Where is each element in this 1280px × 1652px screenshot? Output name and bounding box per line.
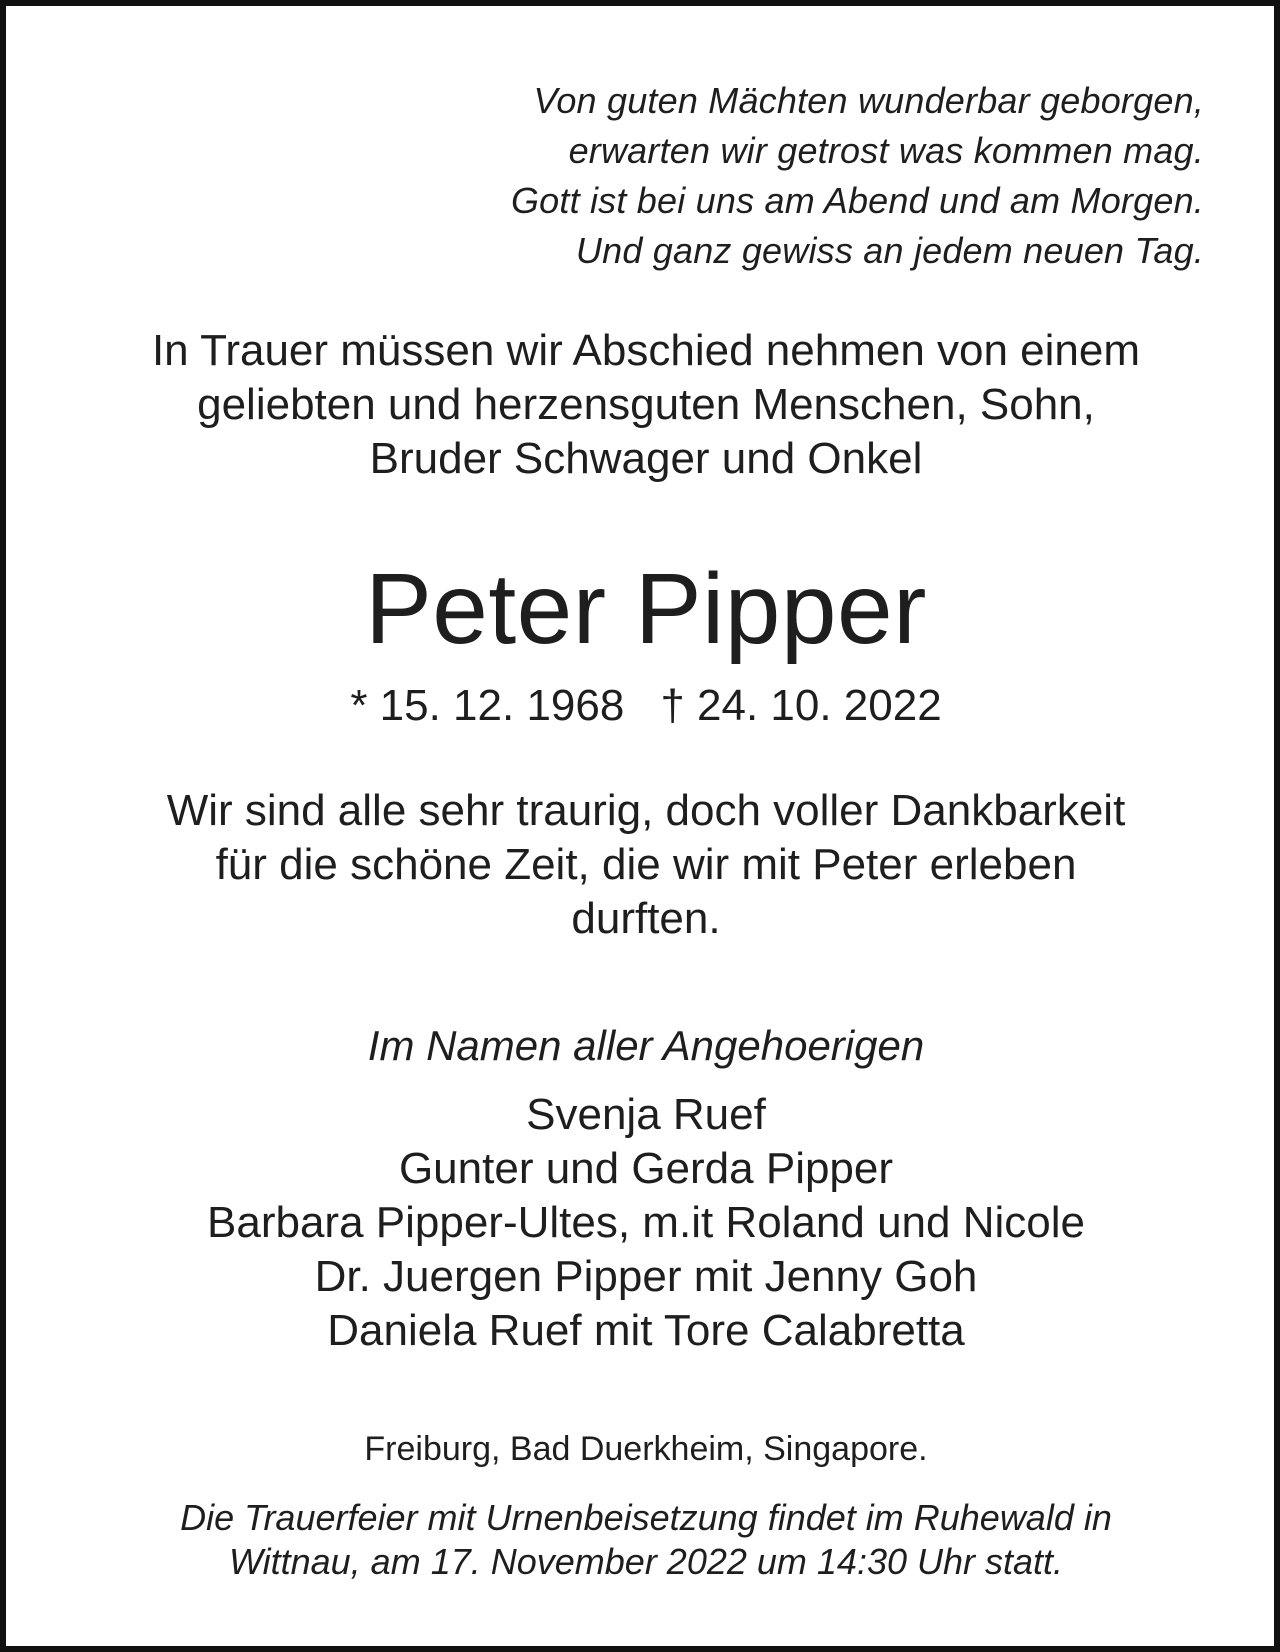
ceremony-line: Wittnau, am 17. November 2022 um 14:30 Uhr statt. (228, 1541, 1064, 1582)
gratitude-line: für die schöne Zeit, die wir mit Peter erleben (215, 840, 1077, 889)
life-dates (6, 678, 1280, 734)
family-member: Daniela Ruef mit Tore Calabretta (327, 1306, 965, 1355)
intro-line: In Trauer müssen wir Abschied nehmen von einem (151, 326, 1141, 375)
poem-line: Und ganz gewiss an jedem neuen Tag. (575, 230, 1204, 271)
intro-line: Bruder Schwager und Onkel (369, 434, 923, 483)
gratitude-line: durften. (571, 894, 721, 943)
gratitude-text (6, 784, 1280, 946)
family-member: Svenja Ruef (526, 1090, 766, 1139)
family-member: Dr. Juergen Pipper mit Jenny Goh (314, 1252, 978, 1301)
intro-line: geliebten und herzensguten Menschen, Sohn, (197, 380, 1095, 429)
poem-line: Von guten Mächten wunderbar geborgen, (533, 80, 1204, 121)
deceased-name: Peter Pipper (365, 553, 927, 665)
family-member: Barbara Pipper-Ultes, m.it Roland und Nicole (207, 1198, 1085, 1247)
poem-line: erwarten wir getrost was kommen mag. (568, 130, 1204, 171)
poem-line: Gott ist bei uns am Abend und am Morgen. (510, 180, 1204, 221)
family-member: Gunter und Gerda Pipper (398, 1144, 894, 1193)
birth-date: * 15. 12. 1968 (350, 681, 625, 730)
intro-text (6, 324, 1280, 486)
ceremony-info (6, 1496, 1280, 1584)
poem-quote (304, 76, 1204, 276)
ceremony-line: Die Trauerfeier mit Urnenbeisetzung findet im Ruhewald in (180, 1497, 1112, 1538)
signoff-text: Im Namen aller Angehoerigen (367, 1022, 925, 1069)
death-date: † 24. 10. 2022 (660, 681, 942, 730)
places-text: Freiburg, Bad Duerkheim, Singapore. (364, 1430, 928, 1468)
family-list (6, 1088, 1280, 1358)
gratitude-line: Wir sind alle sehr traurig, doch voller Dankbarkeit (166, 786, 1126, 835)
